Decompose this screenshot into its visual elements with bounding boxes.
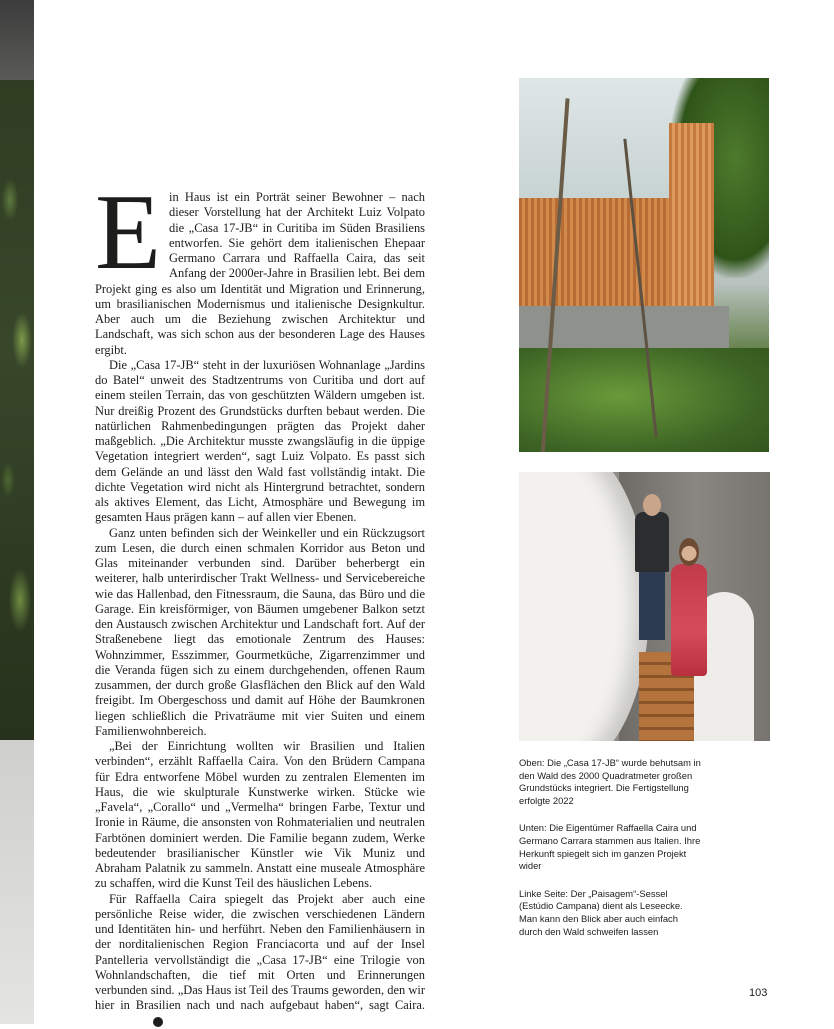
paragraph-text: in Haus ist ein Porträt seiner Bewohner – nach dieser Vorstellung hat der Architekt Luiz Volpato die „Casa 17-JB“ in Curitiba im Süden Brasiliens entworfen. Sie gehört dem italienischen Ehepaar Germano Carrara und Raffaella Caira, das seit Anfang der 2000er-Jahre in Brasilien lebt. Bei dem Projekt ging es also um Identität und Migration und Erinnerung, um brasilianischen Modernismus und italienische Designkultur. Aber auch um die Beziehung zwischen Architektur und Landschaft, was sich schon aus der besonderen Lage des Hauses ergibt. xyxy=(95,190,425,357)
article-paragraph-4: „Bei der Einrichtung wollten wir Brasilien und Italien verbinden“, erzählt Raffaella Caira. Von den Brüdern Campana für Edra entworfene Möbel wurden zu zentralen Elementen im Haus, die wie skulpturale Kunstwerke wirken. Stücke wie „Favela“, „Corallo“ und „Vermelha“ bringen Farbe, Textur und Ironie in Räume, die ansonsten von Rohmaterialien und neutralen Farbtönen dominiert werden. Die Familie begann zudem, Werke bedeutender brasilianischer Künstler wie Vik Muniz und Abraham Palatnik zu sammeln. Anstatt eine museale Atmosphäre zu schaffen, wird die Kunst Teil des häuslichen Lebens. xyxy=(95,739,425,891)
caption-top: Oben: Die „Casa 17-JB“ wurde behutsam in den Wald des 2000 Quadratmeter großen Grundstücks integriert. Die Fertigstellung erfolgte 2022 xyxy=(519,757,701,806)
facing-photo-foliage xyxy=(0,80,34,740)
man-figure-legs xyxy=(639,570,665,640)
house-exterior-photo xyxy=(519,78,769,452)
article-paragraph-2: Die „Casa 17-JB“ steht in der luxuriösen Wohnanlage „Jardins do Batel“ unweit des Stadtzentrums von Curitiba und dort auf einem steilen Terrain, das von geschützten Wäldern umgeben ist. Nur dreißig Prozent des Grundstücks durften bebaut werden. Die natürlichen Rahmenbedingungen prägten das Projekt daher maßgeblich. „Die Architektur musste zwangsläufig in die üppige Vegetation integriert werden“, sagt Luiz Volpato. Es passt sich dem Gelände an und lässt den Wald fast vollständig intakt. Die dichte Vegetation wird nicht als Hintergrund betrachtet, sondern als aktives Element, das Licht, Atmosphäre und Bewegung im gesamten Haus prägen kann – auf allen vier Ebenen. xyxy=(95,357,425,525)
photo-captions xyxy=(519,757,701,953)
wooden-facade xyxy=(519,198,684,308)
paragraph-text: Für Raffaella Caira spiegelt das Projekt aber auch eine persönliche Reise wider, die zwischen verschiedenen Ländern und Identitäten hin- und herführt. Neben den Familienhäusern in der norditalienischen Region Franciacorta und auf der Insel Pantelleria vervollständigt die „Casa 17-JB“ eine Trilogie von Wohnlandschaften, die tief mit Orten und Erinnerungen verbunden sind. „Das Haus ist Teil des Traums geworden, den wir hier in Brasilien nach und nach aufgebaut haben“, sagt Caira. xyxy=(95,891,425,1013)
man-figure xyxy=(635,512,669,572)
end-mark-icon: C xyxy=(153,1017,163,1027)
article-paragraph-3: Ganz unten befinden sich der Weinkeller und ein Rückzugsort zum Lesen, die durch einen schmalen Korridor aus Beton und Glas miteinander verbunden sind. Darüber beherbergt ein weiterer, halb unterirdischer Trakt Wellness- und Servicebereiche wie das Hallenbad, den Fitnessraum, die Sauna, das Büro und die Garage. Ein kreisförmiger, von Bäumen umgebener Balkon setzt den Austausch zwischen Architektur und Landschaft fort. Auf der Straßenebene liegt das emotionale Zentrum des Hauses: Wohnzimmer, Esszimmer, Gourmetküche, Zigarrenzimmer und die Veranda fügen sich zu einem durchgehenden, offenen Raum zusammen, der durch große Glasflächen den Blick auf den Wald freigibt. Im Obergeschoss und damit auf Höhe der Baumkronen liegen schließlich die Privaträume mit vier Suiten und einem Familienwohnbereich. xyxy=(95,525,425,738)
owners-staircase-photo xyxy=(519,472,770,741)
facing-photo-floor xyxy=(0,740,34,1024)
woman-figure-head xyxy=(679,538,699,566)
garden-foliage xyxy=(519,348,769,452)
page-number: 103 xyxy=(749,987,768,999)
wooden-tower xyxy=(669,123,714,308)
article-paragraph-5 xyxy=(95,892,425,1029)
woman-red-dress xyxy=(671,564,707,676)
caption-left-page: Linke Seite: Der „Paisagem“-Sessel (Estúdio Campana) dient als Leseecke. Man kann den Blick aber auch einfach durch den Wald schweifen lassen xyxy=(519,887,683,937)
caption-bottom: Unten: Die Eigentümer Raffaella Caira und Germano Carrara stammen aus Italien. Ihre Herkunft spiegelt sich im ganzen Projekt wider xyxy=(519,822,701,872)
facing-photo-ceiling xyxy=(0,0,34,80)
white-curved-stair-wall xyxy=(519,472,649,741)
article-paragraph-1 xyxy=(95,173,425,358)
facing-page-photo-edge xyxy=(0,0,34,1024)
man-figure-head xyxy=(643,494,661,516)
drop-cap: E xyxy=(95,173,161,292)
article-body xyxy=(95,173,425,1029)
